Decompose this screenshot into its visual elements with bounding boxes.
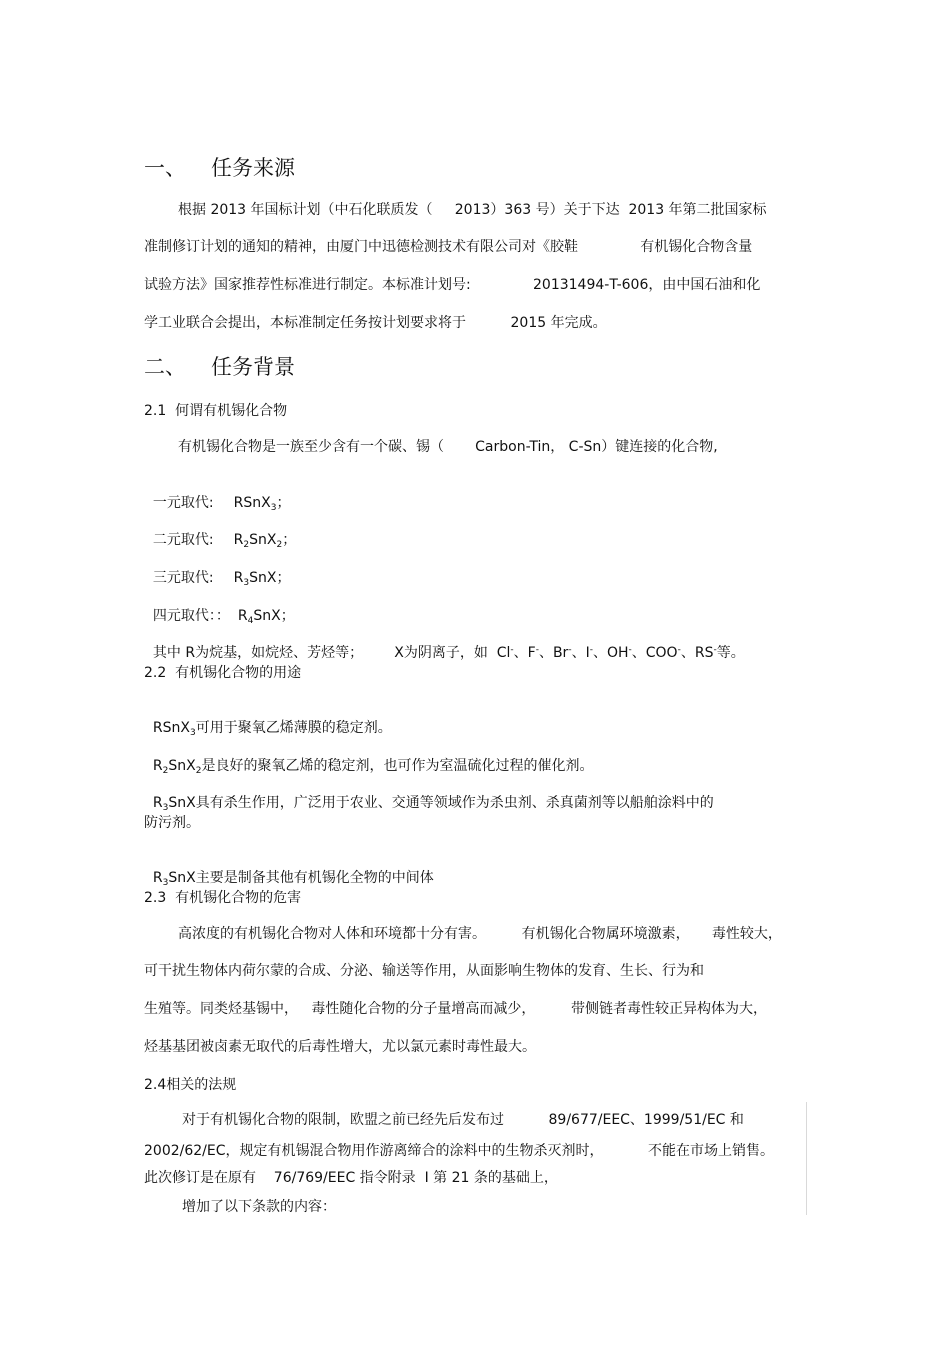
subscript: 3 <box>162 878 169 888</box>
formula: R <box>152 795 163 811</box>
text: 其中 R为烷基，如烷烃、芳烃等； X为阴离子，如 Cl <box>152 645 511 661</box>
text: 、RS <box>680 645 714 661</box>
paragraph-line: 试验方法》国家推荐性标准进行制定。本标准计划号: 20131494-T-606，由中国石油和化 <box>144 277 761 293</box>
formula: RSnX <box>233 495 271 511</box>
formula: RSnX <box>152 720 190 736</box>
subsection-2-2-heading: 2.2 有机锡化合物的用途 <box>144 665 302 681</box>
formula: SnX <box>249 532 277 548</box>
subscript: 3 <box>189 728 196 738</box>
label: 二元取代: <box>152 532 214 548</box>
subsection-2-4-heading: 2.4相关的法规 <box>144 1077 237 1093</box>
subscript: 2 <box>162 766 169 776</box>
paragraph-line: 对于有机锡化合物的限制，欧盟之前已经先后发布过 89/677/EEC、1999/51/EC 和 <box>182 1112 744 1128</box>
superscript: - <box>589 645 593 655</box>
usage-line <box>144 739 593 775</box>
formula: R <box>152 870 163 886</box>
punct: ； <box>282 532 297 548</box>
section-1-number: 一、 <box>144 156 186 180</box>
text: 、I <box>571 645 590 661</box>
formula: R <box>237 608 248 624</box>
section-2-title: 任务背景 <box>211 355 295 379</box>
superscript: - <box>677 645 681 655</box>
formula: SnX； <box>249 570 291 586</box>
label: 三元取代: <box>152 570 214 586</box>
superscript: - <box>510 645 514 655</box>
section-1-title: 任务来源 <box>211 156 295 180</box>
text: SnX主要是制备其他有机锡化全物的中间体 <box>168 870 434 886</box>
subscript: 2 <box>195 766 202 776</box>
section-2-number: 二、 <box>144 355 186 379</box>
superscript: - <box>713 645 717 655</box>
text: 、OH <box>592 645 629 661</box>
text: 、F <box>513 645 536 661</box>
formula: R <box>233 570 244 586</box>
margin-divider <box>806 1102 807 1215</box>
usage-line <box>144 701 392 737</box>
paragraph-line: 高浓度的有机锡化合物对人体和环境都十分有害。 有机锡化合物属环境激素， 毒性较大， <box>178 926 782 942</box>
usage-line <box>144 851 434 887</box>
superscript: - <box>535 645 539 655</box>
subsection-2-3-heading: 2.3 有机锡化合物的危害 <box>144 890 302 906</box>
paragraph-line: 有机锡化合物是一族至少含有一个碳、锡（ Carbon-Tin， C-Sn）键连接的化合物, <box>178 439 718 455</box>
substitution-mono <box>144 476 290 512</box>
formula: R <box>233 532 244 548</box>
subscript: 2 <box>276 540 283 550</box>
paragraph-line: 学工业联合会提出，本标准制定任务按计划要求将于 2015 年完成。 <box>144 315 607 331</box>
formula: SnX <box>168 758 196 774</box>
subscript: 3 <box>162 803 169 813</box>
label: 一元取代: <box>152 495 214 511</box>
substitution-tri <box>144 551 290 587</box>
paragraph-line: 增加了以下条款的内容： <box>182 1199 336 1215</box>
subsection-2-1-heading: 2.1 何谓有机锡化合物 <box>144 403 288 419</box>
paragraph-line: 准制修订计划的通知的精神，由厦门中迅德检测技术有限公司对《胶鞋 有机锡化合物含量 <box>144 239 753 255</box>
paragraph-line: 生殖等。同类烃基锡中， 毒性随化合物的分子量增高而减少， 带侧链者毒性较正异构体为大， <box>144 1001 767 1017</box>
paragraph-line: 2002/62/EC，规定有机锡混合物用作游离缔合的涂料中的生物杀灭剂时， 不能在市场上销售。 <box>144 1143 774 1159</box>
paragraph-line: 根据 2013 年国标计划（中石化联质发（ 2013）363 号）关于下达 2013 年第二批国家标 <box>178 202 767 218</box>
label: 四元取代：： <box>152 608 230 624</box>
text: 、Br <box>538 645 569 661</box>
usage-line: 防污剂。 <box>144 815 200 831</box>
text: SnX具有杀生作用，广泛用于农业、交通等领域作为杀虫剂、杀真菌剂等以船舶涂料中的 <box>168 795 714 811</box>
text: 等。 <box>716 645 745 661</box>
subscript: 3 <box>243 578 250 588</box>
paragraph-line: 此次修订是在原有 76/769/EEC 指令附录 I 第 21 条的基础上， <box>144 1170 558 1186</box>
paragraph-line: 烃基基团被卤素无取代的后毒性增大，尤以氯元素时毒性最大。 <box>144 1039 536 1055</box>
formula: SnX； <box>253 608 295 624</box>
superscript: - <box>628 645 632 655</box>
formula: R <box>152 758 163 774</box>
superscript: - <box>568 645 572 655</box>
substitution-tetra <box>144 589 295 625</box>
subscript: 3 <box>270 503 277 513</box>
text: 可用于聚氧乙烯薄膜的稳定剂。 <box>195 720 392 736</box>
paragraph-line: 可干扰生物体内荷尔蒙的合成、分泌、输送等作用，从面影响生物体的发育、生长、行为和 <box>144 963 704 979</box>
text: 、COO <box>631 645 678 661</box>
punct: ； <box>276 495 291 511</box>
anion-line <box>144 626 745 662</box>
substitution-di <box>144 513 296 549</box>
subscript: 2 <box>243 540 250 550</box>
usage-line <box>144 776 714 812</box>
text: 是良好的聚氧乙烯的稳定剂，也可作为室温硫化过程的催化剂。 <box>201 758 594 774</box>
subscript: 4 <box>247 616 254 626</box>
